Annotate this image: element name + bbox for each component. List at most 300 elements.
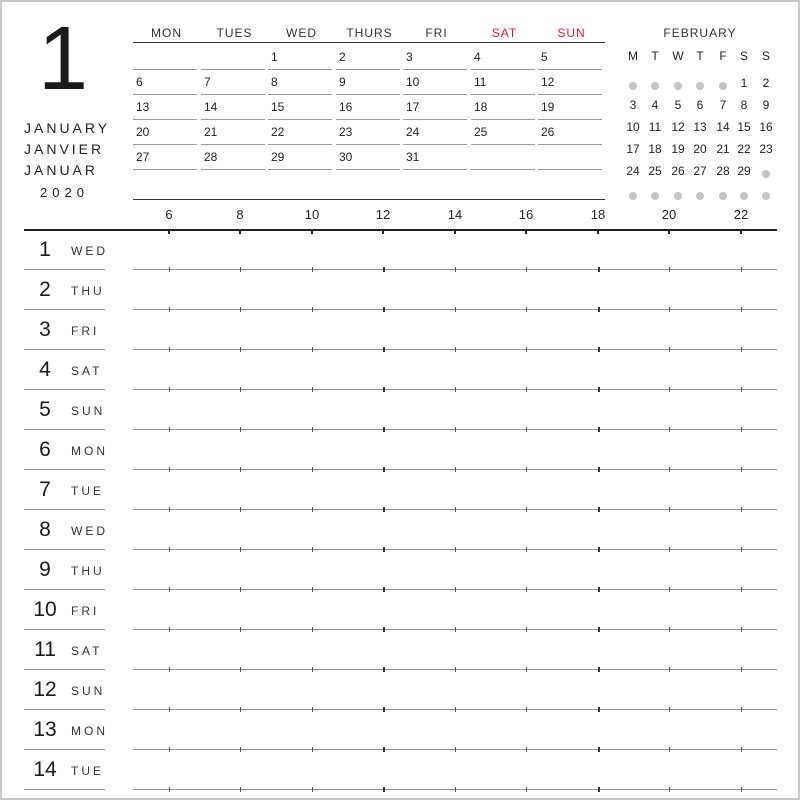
mini-calendar-date: 12 bbox=[671, 120, 685, 134]
placeholder-dot bbox=[667, 79, 689, 93]
schedule-tick bbox=[598, 307, 600, 312]
calendar-date: 30 bbox=[339, 150, 353, 164]
day-number: 4 bbox=[39, 358, 51, 381]
day-label-rule bbox=[24, 309, 105, 310]
schedule-tick bbox=[741, 787, 742, 792]
placeholder-dot bbox=[755, 167, 777, 181]
mini-calendar-date: 3 bbox=[629, 98, 637, 112]
schedule-tick bbox=[169, 707, 170, 712]
calendar-date: 15 bbox=[271, 100, 285, 114]
schedule-tick bbox=[383, 587, 385, 592]
schedule-tick bbox=[669, 587, 670, 592]
hour-label: 8 bbox=[236, 207, 244, 222]
calendar-date: 7 bbox=[204, 75, 211, 89]
calendar-date: 4 bbox=[474, 50, 481, 64]
schedule-tick bbox=[455, 627, 456, 632]
weekday-header: FRI bbox=[425, 26, 448, 40]
schedule-tick bbox=[669, 387, 670, 392]
mini-weekday-header: T bbox=[696, 49, 704, 63]
hour-label: 18 bbox=[590, 207, 606, 222]
mini-calendar-date: 2 bbox=[762, 76, 770, 90]
schedule-tick bbox=[526, 347, 527, 352]
placeholder-dot bbox=[689, 189, 711, 203]
schedule-tick bbox=[455, 267, 456, 272]
calendar-date: 26 bbox=[541, 125, 555, 139]
schedule-tick bbox=[240, 667, 241, 672]
mini-calendar-date: 29 bbox=[737, 164, 751, 178]
day-number: 10 bbox=[33, 598, 57, 621]
mini-calendar-date: 15 bbox=[737, 120, 751, 134]
placeholder-dot bbox=[755, 189, 777, 203]
calendar-date: 24 bbox=[406, 125, 420, 139]
schedule-tick bbox=[240, 707, 241, 712]
schedule-tick bbox=[169, 627, 170, 632]
schedule-tick bbox=[598, 667, 600, 672]
month-name-french: JANVIER bbox=[24, 141, 105, 157]
schedule-tick bbox=[455, 467, 456, 472]
schedule-tick bbox=[455, 547, 456, 552]
schedule-tick bbox=[312, 707, 313, 712]
weekday-header: THURS bbox=[346, 26, 393, 40]
calendar-cell bbox=[133, 120, 197, 145]
schedule-tick bbox=[455, 427, 456, 432]
schedule-tick bbox=[741, 707, 742, 712]
schedule-tick bbox=[240, 547, 241, 552]
mini-weekday-header: F bbox=[719, 49, 727, 63]
placeholder-dot bbox=[622, 189, 644, 203]
day-label-rule bbox=[24, 709, 105, 710]
day-label-rule bbox=[24, 469, 105, 470]
schedule-tick bbox=[598, 507, 600, 512]
calendar-date: 8 bbox=[271, 75, 278, 89]
weekday-header: TUES bbox=[216, 26, 253, 40]
schedule-tick bbox=[312, 667, 313, 672]
schedule-tick bbox=[312, 467, 313, 472]
schedule-tick bbox=[169, 507, 170, 512]
schedule-tick bbox=[741, 547, 742, 552]
schedule-tick bbox=[526, 547, 527, 552]
calendar-date: 3 bbox=[406, 50, 413, 64]
calendar-cell bbox=[336, 45, 400, 70]
schedule-tick bbox=[169, 667, 170, 672]
schedule-tick bbox=[312, 547, 313, 552]
calendar-date: 18 bbox=[474, 100, 488, 114]
day-label-rule bbox=[24, 789, 105, 790]
day-number: 11 bbox=[34, 638, 56, 661]
schedule-tick bbox=[669, 347, 670, 352]
calendar-cell bbox=[133, 145, 197, 170]
schedule-tick bbox=[741, 307, 742, 312]
hour-label: 16 bbox=[518, 207, 534, 222]
calendar-cell bbox=[403, 145, 467, 170]
schedule-tick bbox=[455, 787, 456, 792]
schedule-tick bbox=[526, 667, 527, 672]
schedule-tick bbox=[455, 387, 456, 392]
schedule-tick bbox=[598, 707, 600, 712]
day-label-rule bbox=[24, 749, 105, 750]
day-label-rule bbox=[24, 349, 105, 350]
placeholder-dot bbox=[689, 79, 711, 93]
calendar-cell bbox=[538, 45, 602, 70]
day-weekday: WED bbox=[71, 244, 108, 258]
schedule-tick bbox=[598, 267, 600, 272]
schedule-tick bbox=[240, 267, 241, 272]
calendar-cell bbox=[268, 95, 332, 120]
schedule-tick bbox=[312, 387, 313, 392]
mini-weekday-header: W bbox=[672, 49, 684, 63]
mini-calendar-date: 16 bbox=[759, 120, 773, 134]
schedule-tick bbox=[312, 747, 313, 752]
day-weekday: WED bbox=[71, 524, 108, 538]
schedule-tick bbox=[240, 627, 241, 632]
day-weekday: FRI bbox=[71, 324, 100, 338]
schedule-tick bbox=[741, 667, 742, 672]
schedule-tick bbox=[240, 307, 241, 312]
calendar-cell bbox=[403, 120, 467, 145]
mini-weekday-header: S bbox=[739, 49, 748, 63]
schedule-tick bbox=[240, 387, 241, 392]
calendar-date: 6 bbox=[136, 75, 143, 89]
schedule-tick bbox=[741, 627, 742, 632]
calendar-date: 19 bbox=[541, 100, 555, 114]
calendar-cell bbox=[268, 70, 332, 95]
schedule-tick bbox=[455, 307, 456, 312]
day-weekday: FRI bbox=[71, 604, 100, 618]
schedule-tick bbox=[741, 427, 742, 432]
calendar-cell bbox=[201, 145, 265, 170]
placeholder-dot bbox=[644, 79, 666, 93]
day-number: 2 bbox=[39, 278, 51, 301]
day-weekday: SUN bbox=[71, 404, 106, 418]
schedule-tick bbox=[741, 507, 742, 512]
mini-calendar-date: 27 bbox=[693, 164, 707, 178]
timeline-top-rule bbox=[24, 229, 777, 231]
day-weekday: SAT bbox=[71, 644, 103, 658]
schedule-tick bbox=[312, 627, 313, 632]
schedule-tick bbox=[741, 387, 742, 392]
day-number: 3 bbox=[39, 318, 51, 341]
calendar-cell bbox=[538, 120, 602, 145]
schedule-tick bbox=[383, 427, 385, 432]
day-label-rule bbox=[24, 509, 105, 510]
calendar-cell bbox=[538, 70, 602, 95]
hour-label: 22 bbox=[733, 207, 749, 222]
day-weekday: MON bbox=[71, 444, 108, 458]
schedule-tick bbox=[669, 707, 670, 712]
placeholder-dot bbox=[733, 189, 755, 203]
calendar-date: 14 bbox=[204, 100, 218, 114]
schedule-tick bbox=[598, 587, 600, 592]
day-weekday: TUE bbox=[71, 764, 104, 778]
calendar-date: 5 bbox=[541, 50, 548, 64]
schedule-tick bbox=[526, 307, 527, 312]
schedule-tick bbox=[240, 427, 241, 432]
placeholder-dot bbox=[644, 189, 666, 203]
schedule-tick bbox=[669, 547, 670, 552]
day-weekday: THU bbox=[71, 284, 105, 298]
schedule-tick bbox=[169, 547, 170, 552]
schedule-tick bbox=[455, 507, 456, 512]
schedule-tick bbox=[240, 747, 241, 752]
schedule-tick bbox=[312, 347, 313, 352]
schedule-tick bbox=[169, 347, 170, 352]
mini-calendar-date: 10 bbox=[626, 120, 640, 134]
placeholder-dot bbox=[712, 189, 734, 203]
mini-calendar-date: 17 bbox=[626, 142, 640, 156]
schedule-tick bbox=[455, 587, 456, 592]
day-number: 7 bbox=[39, 478, 51, 501]
day-number: 5 bbox=[39, 398, 51, 421]
mini-calendar-date: 7 bbox=[719, 98, 727, 112]
schedule-tick bbox=[669, 467, 670, 472]
calendar-date: 23 bbox=[339, 125, 353, 139]
schedule-tick bbox=[669, 787, 670, 792]
schedule-tick bbox=[526, 787, 527, 792]
mini-weekday-header: M bbox=[628, 49, 638, 63]
day-number: 13 bbox=[33, 718, 57, 741]
schedule-tick bbox=[526, 507, 527, 512]
calendar-cell bbox=[471, 70, 535, 95]
day-label-rule bbox=[24, 669, 105, 670]
schedule-tick bbox=[741, 267, 742, 272]
calendar-date: 10 bbox=[406, 75, 420, 89]
hour-label: 10 bbox=[304, 207, 320, 222]
mini-calendar-date: 22 bbox=[737, 142, 751, 156]
calendar-cell bbox=[336, 70, 400, 95]
schedule-tick bbox=[383, 787, 385, 792]
schedule-tick bbox=[526, 387, 527, 392]
calendar-cell bbox=[133, 70, 197, 95]
schedule-tick bbox=[240, 787, 241, 792]
schedule-tick bbox=[240, 347, 241, 352]
calendar-date: 11 bbox=[474, 75, 487, 89]
mini-calendar-date: 11 bbox=[648, 120, 662, 134]
schedule-tick bbox=[598, 547, 600, 552]
schedule-tick bbox=[169, 587, 170, 592]
weekday-header: WED bbox=[286, 26, 317, 40]
schedule-tick bbox=[741, 587, 742, 592]
schedule-tick bbox=[669, 627, 670, 632]
mini-calendar-date: 26 bbox=[671, 164, 685, 178]
schedule-tick bbox=[526, 427, 527, 432]
schedule-tick bbox=[169, 427, 170, 432]
calendar-cell bbox=[471, 45, 535, 70]
mini-calendar-date: 28 bbox=[716, 164, 730, 178]
weekday-header: SUN bbox=[557, 26, 586, 40]
schedule-tick bbox=[383, 707, 385, 712]
hour-label: 20 bbox=[661, 207, 677, 222]
year-label: 2020 bbox=[40, 185, 89, 200]
day-number: 1 bbox=[39, 238, 51, 261]
mini-weekday-header: S bbox=[761, 49, 770, 63]
month-number: 1 bbox=[38, 9, 89, 109]
hour-label: 12 bbox=[375, 207, 391, 222]
schedule-tick bbox=[383, 627, 385, 632]
schedule-tick bbox=[383, 267, 385, 272]
schedule-tick bbox=[169, 787, 170, 792]
calendar-cell bbox=[201, 70, 265, 95]
schedule-tick bbox=[669, 427, 670, 432]
schedule-tick bbox=[383, 467, 385, 472]
calendar-cell bbox=[201, 95, 265, 120]
calendar-date: 2 bbox=[339, 50, 346, 64]
placeholder-dot bbox=[622, 79, 644, 93]
schedule-tick bbox=[312, 307, 313, 312]
mini-calendar-date: 25 bbox=[648, 164, 662, 178]
calendar-date: 13 bbox=[136, 100, 150, 114]
mini-calendar-date: 6 bbox=[696, 98, 704, 112]
calendar-cell bbox=[336, 145, 400, 170]
day-weekday: SAT bbox=[71, 364, 103, 378]
schedule-tick bbox=[526, 747, 527, 752]
day-weekday: TUE bbox=[71, 484, 104, 498]
mini-calendar-date: 1 bbox=[740, 76, 748, 90]
schedule-tick bbox=[526, 707, 527, 712]
calendar-date: 25 bbox=[474, 125, 488, 139]
schedule-tick bbox=[383, 547, 385, 552]
calendar-cell bbox=[268, 145, 332, 170]
day-weekday: THU bbox=[71, 564, 105, 578]
schedule-tick bbox=[526, 627, 527, 632]
mini-weekday-header: T bbox=[651, 49, 659, 63]
schedule-tick bbox=[669, 667, 670, 672]
mini-calendar-date: 23 bbox=[759, 142, 773, 156]
calendar-date: 22 bbox=[271, 125, 285, 139]
calendar-date: 9 bbox=[339, 75, 346, 89]
schedule-tick bbox=[383, 307, 385, 312]
calendar-date: 20 bbox=[136, 125, 150, 139]
schedule-tick bbox=[383, 747, 385, 752]
schedule-tick bbox=[741, 467, 742, 472]
schedule-tick bbox=[598, 387, 600, 392]
schedule-tick bbox=[598, 467, 600, 472]
schedule-tick bbox=[312, 507, 313, 512]
schedule-tick bbox=[669, 747, 670, 752]
day-label-rule bbox=[24, 589, 105, 590]
mini-calendar-date: 20 bbox=[693, 142, 707, 156]
mini-calendar-date: 4 bbox=[651, 98, 659, 112]
schedule-tick bbox=[598, 747, 600, 752]
weekday-header: SAT bbox=[491, 26, 518, 40]
day-label-rule bbox=[24, 429, 105, 430]
next-month-title: FEBRUARY bbox=[663, 26, 737, 40]
schedule-tick bbox=[240, 467, 241, 472]
schedule-tick bbox=[383, 507, 385, 512]
month-name-english: JANUARY bbox=[24, 120, 111, 136]
mini-calendar-date: 8 bbox=[740, 98, 748, 112]
calendar-cell bbox=[403, 95, 467, 120]
schedule-tick bbox=[312, 427, 313, 432]
schedule-tick bbox=[455, 347, 456, 352]
hour-label: 6 bbox=[165, 207, 173, 222]
calendar-cell bbox=[471, 120, 535, 145]
schedule-tick bbox=[741, 347, 742, 352]
calendar-date: 16 bbox=[339, 100, 353, 114]
schedule-tick bbox=[598, 347, 600, 352]
day-number: 8 bbox=[39, 518, 51, 541]
calendar-cell bbox=[471, 95, 535, 120]
schedule-tick bbox=[526, 467, 527, 472]
calendar-cell bbox=[336, 95, 400, 120]
schedule-tick bbox=[383, 667, 385, 672]
schedule-tick bbox=[169, 467, 170, 472]
schedule-tick bbox=[526, 267, 527, 272]
mini-calendar-date: 13 bbox=[693, 120, 707, 134]
calendar-date: 17 bbox=[406, 100, 420, 114]
hour-label: 14 bbox=[447, 207, 463, 222]
calendar-date: 31 bbox=[406, 150, 420, 164]
mini-calendar-date: 24 bbox=[626, 164, 640, 178]
schedule-tick bbox=[455, 667, 456, 672]
day-label-rule bbox=[24, 269, 105, 270]
mini-calendar-date: 9 bbox=[762, 98, 770, 112]
schedule-tick bbox=[669, 267, 670, 272]
mini-calendar-date: 19 bbox=[671, 142, 685, 156]
schedule-tick bbox=[598, 627, 600, 632]
schedule-tick bbox=[312, 587, 313, 592]
month-name-german: JANUAR bbox=[24, 162, 99, 178]
calendar-cell bbox=[201, 45, 265, 70]
schedule-tick bbox=[240, 507, 241, 512]
schedule-tick bbox=[669, 507, 670, 512]
calendar-date: 12 bbox=[541, 75, 555, 89]
calendar-date: 29 bbox=[271, 150, 285, 164]
calendar-cell bbox=[268, 120, 332, 145]
weekday-header: MON bbox=[151, 26, 182, 40]
day-weekday: MON bbox=[71, 724, 108, 738]
calendar-cell bbox=[133, 45, 197, 70]
calendar-cell bbox=[538, 145, 602, 170]
placeholder-dot bbox=[667, 189, 689, 203]
calendar-cell bbox=[538, 95, 602, 120]
calendar-date: 28 bbox=[204, 150, 218, 164]
calendar-cell bbox=[201, 120, 265, 145]
day-number: 9 bbox=[39, 558, 51, 581]
schedule-tick bbox=[169, 307, 170, 312]
month-calendar-bottom-rule bbox=[133, 199, 605, 200]
calendar-cell bbox=[268, 45, 332, 70]
schedule-tick bbox=[598, 787, 600, 792]
month-calendar-header-rule bbox=[133, 42, 605, 43]
calendar-date: 21 bbox=[204, 125, 218, 139]
mini-calendar-date: 21 bbox=[716, 142, 730, 156]
schedule-tick bbox=[312, 267, 313, 272]
schedule-tick bbox=[598, 427, 600, 432]
schedule-tick bbox=[383, 347, 385, 352]
day-label-rule bbox=[24, 549, 105, 550]
schedule-tick bbox=[383, 387, 385, 392]
day-number: 14 bbox=[33, 758, 57, 781]
day-label-rule bbox=[24, 389, 105, 390]
placeholder-dot bbox=[712, 79, 734, 93]
schedule-tick bbox=[526, 587, 527, 592]
schedule-tick bbox=[169, 747, 170, 752]
schedule-tick bbox=[455, 707, 456, 712]
calendar-cell bbox=[133, 95, 197, 120]
calendar-cell bbox=[403, 70, 467, 95]
schedule-tick bbox=[169, 267, 170, 272]
day-label-rule bbox=[24, 629, 105, 630]
schedule-tick bbox=[741, 747, 742, 752]
schedule-tick bbox=[669, 307, 670, 312]
mini-calendar-date: 5 bbox=[674, 98, 682, 112]
calendar-date: 27 bbox=[136, 150, 150, 164]
schedule-tick bbox=[240, 587, 241, 592]
schedule-tick bbox=[455, 747, 456, 752]
calendar-cell bbox=[471, 145, 535, 170]
day-number: 12 bbox=[33, 678, 57, 701]
mini-calendar-date: 14 bbox=[716, 120, 730, 134]
